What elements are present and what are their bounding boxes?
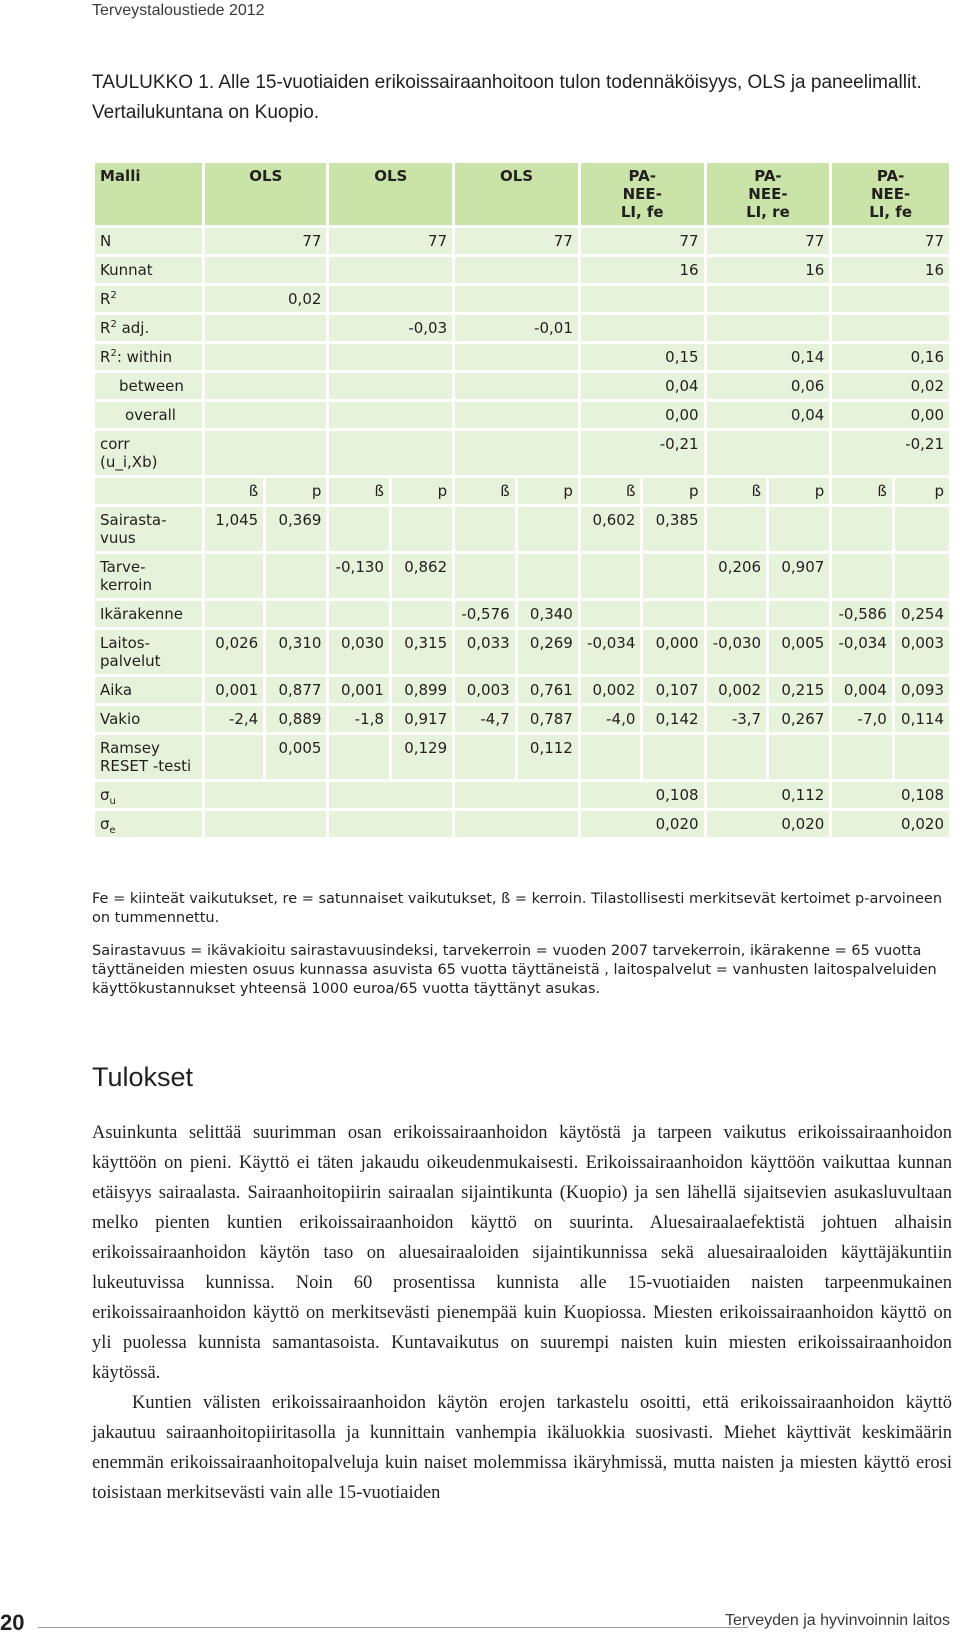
running-head: Terveystaloustiede 2012 bbox=[92, 2, 265, 19]
table-cell bbox=[454, 734, 517, 781]
note-definitions: Sairastavuus = ikävakioitu sairastavuusindeksi, tarvekerroin = vuoden 2007 tarvekerroin, ikärakenne = 65 vuotta täyttäneiden miesten osuus kunnassa asuvista 65 vuotta täyttäneistä , laitospalvelut = vanhusten laitospalveluiden käyttökustannukset yhteensä 1000 euroa/65 vuotta täyttänyt asukas. bbox=[92, 943, 937, 997]
stats-section bbox=[94, 227, 951, 477]
table-cell: 0,020 bbox=[579, 810, 705, 839]
table-cell bbox=[705, 734, 768, 781]
table-cell: 0,093 bbox=[893, 676, 950, 705]
table-cell: -0,586 bbox=[831, 600, 894, 629]
superscript: 2 bbox=[110, 290, 117, 301]
table-row bbox=[94, 676, 951, 705]
table-row bbox=[94, 401, 951, 430]
beta-p-label: ß bbox=[579, 477, 642, 506]
table-cell bbox=[390, 600, 453, 629]
table-cell bbox=[454, 810, 580, 839]
table-cell: -0,21 bbox=[831, 430, 951, 477]
row-label: $R^2$: within bbox=[94, 343, 204, 372]
table-cell: -4,7 bbox=[454, 705, 517, 734]
table-cell: 0,310 bbox=[265, 629, 328, 676]
header-col-text: PA-NEE-LI, re bbox=[746, 167, 790, 221]
row-label: Sairasta- vuus bbox=[94, 506, 204, 553]
footer-divider bbox=[38, 1627, 748, 1628]
coefficient-section bbox=[94, 506, 951, 781]
table-cell: 77 bbox=[579, 227, 705, 256]
table-cell: 0,369 bbox=[265, 506, 328, 553]
table-cell: 0,00 bbox=[831, 401, 951, 430]
table-cell: 0,020 bbox=[705, 810, 831, 839]
beta-p-label: ß bbox=[328, 477, 391, 506]
table-cell: 0,002 bbox=[705, 676, 768, 705]
table-cell: -0,034 bbox=[579, 629, 642, 676]
table-cell bbox=[328, 506, 391, 553]
table-row bbox=[94, 734, 951, 781]
row-label: Aika bbox=[94, 676, 204, 705]
table-row bbox=[94, 629, 951, 676]
table-cell bbox=[642, 553, 705, 600]
table-cell: 0,00 bbox=[579, 401, 705, 430]
row-label: Ramsey RESET -testi bbox=[94, 734, 204, 781]
row-label: Vakio bbox=[94, 705, 204, 734]
body-text bbox=[92, 1118, 952, 1508]
table-cell bbox=[454, 430, 580, 477]
row-label: corr (u_i,Xb) bbox=[94, 430, 204, 477]
table-cell: 0,04 bbox=[579, 372, 705, 401]
subscript: e bbox=[109, 825, 116, 836]
beta-p-label: ß bbox=[705, 477, 768, 506]
header-col bbox=[705, 162, 831, 227]
table-cell bbox=[204, 553, 265, 600]
table-cell: -0,03 bbox=[328, 314, 454, 343]
table-cell: 0,267 bbox=[768, 705, 831, 734]
table-cell bbox=[204, 600, 265, 629]
beta-p-label: p bbox=[516, 477, 579, 506]
table-cell bbox=[454, 506, 517, 553]
row-label: $R^2$ adj. bbox=[94, 314, 204, 343]
row-label: overall bbox=[94, 401, 204, 430]
table-row bbox=[94, 227, 951, 256]
table-row bbox=[94, 506, 951, 553]
row-label: $R^2$ bbox=[94, 285, 204, 314]
table-cell: 0,001 bbox=[204, 676, 265, 705]
row-label: $\sigma_u$ bbox=[94, 781, 204, 810]
table-cell: -2,4 bbox=[204, 705, 265, 734]
table-row bbox=[94, 430, 951, 477]
table-cell bbox=[328, 781, 454, 810]
table-cell: 0,787 bbox=[516, 705, 579, 734]
table-cell bbox=[579, 314, 705, 343]
subscript: u bbox=[109, 796, 116, 807]
table-cell bbox=[328, 734, 391, 781]
table-cell: -3,7 bbox=[705, 705, 768, 734]
table-cell: 0,114 bbox=[893, 705, 950, 734]
table-cell: 0,033 bbox=[454, 629, 517, 676]
table-cell: -0,034 bbox=[831, 629, 894, 676]
table-cell: 0,005 bbox=[265, 734, 328, 781]
table-cell bbox=[893, 506, 950, 553]
beta-p-header-row bbox=[94, 477, 951, 506]
table-cell bbox=[328, 600, 391, 629]
table-cell bbox=[328, 430, 454, 477]
table-cell bbox=[893, 734, 950, 781]
table-cell bbox=[454, 343, 580, 372]
table-cell: 0,15 bbox=[579, 343, 705, 372]
table-row bbox=[94, 343, 951, 372]
table-cell: 77 bbox=[204, 227, 328, 256]
table-cell bbox=[204, 343, 328, 372]
table-cell bbox=[454, 401, 580, 430]
table-cell bbox=[831, 734, 894, 781]
table-cell: -0,130 bbox=[328, 553, 391, 600]
table-cell bbox=[579, 285, 705, 314]
table-cell bbox=[454, 781, 580, 810]
section-title: Tulokset bbox=[92, 1062, 194, 1092]
table-cell bbox=[831, 553, 894, 600]
table-cell: 0,899 bbox=[390, 676, 453, 705]
table-cell: -7,0 bbox=[831, 705, 894, 734]
table-cell bbox=[579, 734, 642, 781]
table-cell: 0,02 bbox=[831, 372, 951, 401]
table-cell bbox=[328, 343, 454, 372]
row-label: Laitos- palvelut bbox=[94, 629, 204, 676]
table-cell bbox=[204, 372, 328, 401]
table-cell: 0,215 bbox=[768, 676, 831, 705]
table-cell: 0,269 bbox=[516, 629, 579, 676]
table-cell: 0,340 bbox=[516, 600, 579, 629]
table-cell: 0,907 bbox=[768, 553, 831, 600]
table-notes bbox=[92, 890, 952, 1013]
header-col: OLS bbox=[204, 162, 328, 227]
row-label: N bbox=[94, 227, 204, 256]
paragraph: Kuntien välisten erikoissairaanhoidon käytön erojen tarkastelu osoitti, että erikoissairaanhoidon käyttö jakautuu sairaanhoitopiiritasolla ja kunnittain vanhempia ikäluokkia suosivasti. Miehet käyttivät keskimäärin enemmän erikoissairaanhoitopalveluja kuin naiset molemmissa ikäryhmissä, mutta naisten ja miesten käyttö erosi toisistaan merkitsevästi vain alle 15-vuotiaiden bbox=[92, 1393, 952, 1503]
table-cell bbox=[328, 285, 454, 314]
table-cell bbox=[265, 553, 328, 600]
table-row bbox=[94, 600, 951, 629]
beta-p-label: p bbox=[893, 477, 950, 506]
beta-p-label: ß bbox=[204, 477, 265, 506]
table-cell bbox=[328, 401, 454, 430]
table-cell bbox=[204, 781, 328, 810]
table-cell: 77 bbox=[831, 227, 951, 256]
superscript: 2 bbox=[110, 348, 117, 359]
table-cell bbox=[204, 430, 328, 477]
header-col-text: PA-NEE-LI, fe bbox=[869, 167, 913, 221]
table-header-row bbox=[94, 162, 951, 227]
table-cell: 0,862 bbox=[390, 553, 453, 600]
table-cell bbox=[204, 314, 328, 343]
beta-p-label: p bbox=[265, 477, 328, 506]
table-cell: 0,02 bbox=[204, 285, 328, 314]
results-table bbox=[92, 160, 952, 840]
table-caption: TAULUKKO 1. Alle 15-vuotiaiden erikoissairaanhoitoon tulon todennäköisyys, OLS ja paneelimallit. Vertailukuntana on Kuopio. bbox=[92, 72, 922, 123]
table-cell: 0,002 bbox=[579, 676, 642, 705]
beta-p-label: ß bbox=[831, 477, 894, 506]
table-cell bbox=[328, 256, 454, 285]
table-row bbox=[94, 705, 951, 734]
table-row bbox=[94, 285, 951, 314]
table-cell bbox=[204, 256, 328, 285]
table-cell bbox=[705, 285, 831, 314]
table-cell bbox=[328, 372, 454, 401]
table-row bbox=[94, 553, 951, 600]
table-cell bbox=[328, 810, 454, 839]
row-label: Ikärakenne bbox=[94, 600, 204, 629]
table-cell bbox=[204, 810, 328, 839]
table-cell bbox=[516, 506, 579, 553]
note-abbreviations: Fe = kiinteät vaikutukset, re = satunnaiset vaikutukset, ß = kerroin. Tilastollisesti merkitsevät kertoimet p-arvoineen on tummennettu. bbox=[92, 891, 943, 926]
table-row bbox=[94, 314, 951, 343]
header-col-text: PA-NEE-LI, fe bbox=[620, 167, 664, 221]
table-cell bbox=[768, 506, 831, 553]
table-cell: 0,000 bbox=[642, 629, 705, 676]
table-cell: 0,602 bbox=[579, 506, 642, 553]
table-cell: 0,315 bbox=[390, 629, 453, 676]
table-cell bbox=[705, 314, 831, 343]
table-cell bbox=[454, 553, 517, 600]
table-cell: 0,129 bbox=[390, 734, 453, 781]
table-cell: 0,877 bbox=[265, 676, 328, 705]
table-cell: 16 bbox=[579, 256, 705, 285]
header-model-label: Malli bbox=[94, 162, 204, 227]
beta-p-label: p bbox=[642, 477, 705, 506]
table-cell: -0,030 bbox=[705, 629, 768, 676]
header-col: OLS bbox=[328, 162, 454, 227]
table-cell: 0,003 bbox=[454, 676, 517, 705]
table-cell bbox=[831, 314, 951, 343]
superscript: 2 bbox=[110, 319, 117, 330]
table-cell bbox=[831, 506, 894, 553]
table-cell: -0,21 bbox=[579, 430, 705, 477]
page-number: 20 bbox=[0, 1610, 25, 1635]
table-cell bbox=[705, 600, 768, 629]
table-cell: 0,004 bbox=[831, 676, 894, 705]
table-cell bbox=[265, 600, 328, 629]
beta-p-label: p bbox=[390, 477, 453, 506]
table-cell bbox=[768, 734, 831, 781]
table-cell: 0,385 bbox=[642, 506, 705, 553]
table-cell: 0,889 bbox=[265, 705, 328, 734]
table-cell bbox=[705, 430, 831, 477]
table-cell: 0,005 bbox=[768, 629, 831, 676]
row-label: between bbox=[94, 372, 204, 401]
table-cell bbox=[454, 372, 580, 401]
row-label: $\sigma_e$ bbox=[94, 810, 204, 839]
table-cell bbox=[454, 256, 580, 285]
beta-p-label: p bbox=[768, 477, 831, 506]
sigma-section bbox=[94, 781, 951, 839]
table-cell: -0,01 bbox=[454, 314, 580, 343]
beta-p-blank bbox=[94, 477, 204, 506]
table-cell: 77 bbox=[705, 227, 831, 256]
header-col: OLS bbox=[454, 162, 580, 227]
beta-p-label: ß bbox=[454, 477, 517, 506]
table-cell bbox=[579, 600, 642, 629]
header-col bbox=[579, 162, 705, 227]
table-cell: 0,761 bbox=[516, 676, 579, 705]
table-cell bbox=[642, 734, 705, 781]
header-col bbox=[831, 162, 951, 227]
row-label: Tarve- kerroin bbox=[94, 553, 204, 600]
table-cell: 0,112 bbox=[516, 734, 579, 781]
table-cell: 0,14 bbox=[705, 343, 831, 372]
table-cell: 0,003 bbox=[893, 629, 950, 676]
row-label: Kunnat bbox=[94, 256, 204, 285]
table-cell: -1,8 bbox=[328, 705, 391, 734]
table-cell: 0,16 bbox=[831, 343, 951, 372]
table-row bbox=[94, 810, 951, 839]
table-cell: 0,026 bbox=[204, 629, 265, 676]
table-cell bbox=[893, 553, 950, 600]
table-cell bbox=[768, 600, 831, 629]
table-cell: 0,001 bbox=[328, 676, 391, 705]
table-cell: 0,06 bbox=[705, 372, 831, 401]
table-cell: 16 bbox=[705, 256, 831, 285]
table-row bbox=[94, 372, 951, 401]
table-cell: 16 bbox=[831, 256, 951, 285]
table-cell: 0,107 bbox=[642, 676, 705, 705]
table-cell: 0,112 bbox=[705, 781, 831, 810]
table-cell bbox=[204, 401, 328, 430]
table-cell: 0,917 bbox=[390, 705, 453, 734]
table-cell bbox=[642, 600, 705, 629]
table-cell bbox=[516, 553, 579, 600]
table-cell bbox=[454, 285, 580, 314]
table-cell: 0,142 bbox=[642, 705, 705, 734]
table-cell bbox=[204, 734, 265, 781]
table-cell bbox=[831, 285, 951, 314]
table-cell bbox=[705, 506, 768, 553]
table-row bbox=[94, 256, 951, 285]
table-cell: -4,0 bbox=[579, 705, 642, 734]
table-cell: -0,576 bbox=[454, 600, 517, 629]
table-cell: 77 bbox=[328, 227, 454, 256]
table-cell bbox=[390, 506, 453, 553]
table-cell: 0,020 bbox=[831, 810, 951, 839]
table-cell: 0,206 bbox=[705, 553, 768, 600]
table-cell: 1,045 bbox=[204, 506, 265, 553]
table-row bbox=[94, 781, 951, 810]
table-cell bbox=[579, 553, 642, 600]
table-cell: 0,04 bbox=[705, 401, 831, 430]
paragraph: Asuinkunta selittää suurimman osan erikoissairaanhoidon käytöstä ja tarpeen vaikutus erikoissairaanhoidon käyttöön on pieni. Käyttö ei täten jakaudu oikeudenmukaisesti. Erikoissairaanhoidon käyttöön vaikuttaa kunnan etäisyys sairaalasta. Sairaanhoitopiirin sairaalan sijaintikunta (Kuopio) ja sen lähellä sijaitsevien asukasluvultaan melko pienten kuntien erikoissairaanhoidon käyttö on suurinta. Aluesairaalaefektistä johtuen alhaisin erikoissairaanhoidon käytön taso on aluesairaaloiden sijaintikunnissa sekä aluesairaaloiden käyttäjäkuntiin lukeutuvissa kunnissa. Noin 60 prosentissa kunnista alle 15-vuotiaiden naisten tarpeenmukainen erikoissairaanhoidon käyttö on merkitsevästi pienempää kuin Kuopiossa. Miesten erikoissairaanhoidon käyttö on yli puolessa kunnista samantasoista. Kuntavaikutus on suurempi naisten kuin miesten erikoissairaanhoidon käytössä. bbox=[92, 1123, 952, 1383]
table-cell: 77 bbox=[454, 227, 580, 256]
table-cell: 0,254 bbox=[893, 600, 950, 629]
publisher-name: Terveyden ja hyvinvoinnin laitos bbox=[724, 1612, 950, 1629]
table-cell: 0,030 bbox=[328, 629, 391, 676]
table-cell: 0,108 bbox=[831, 781, 951, 810]
table-cell: 0,108 bbox=[579, 781, 705, 810]
